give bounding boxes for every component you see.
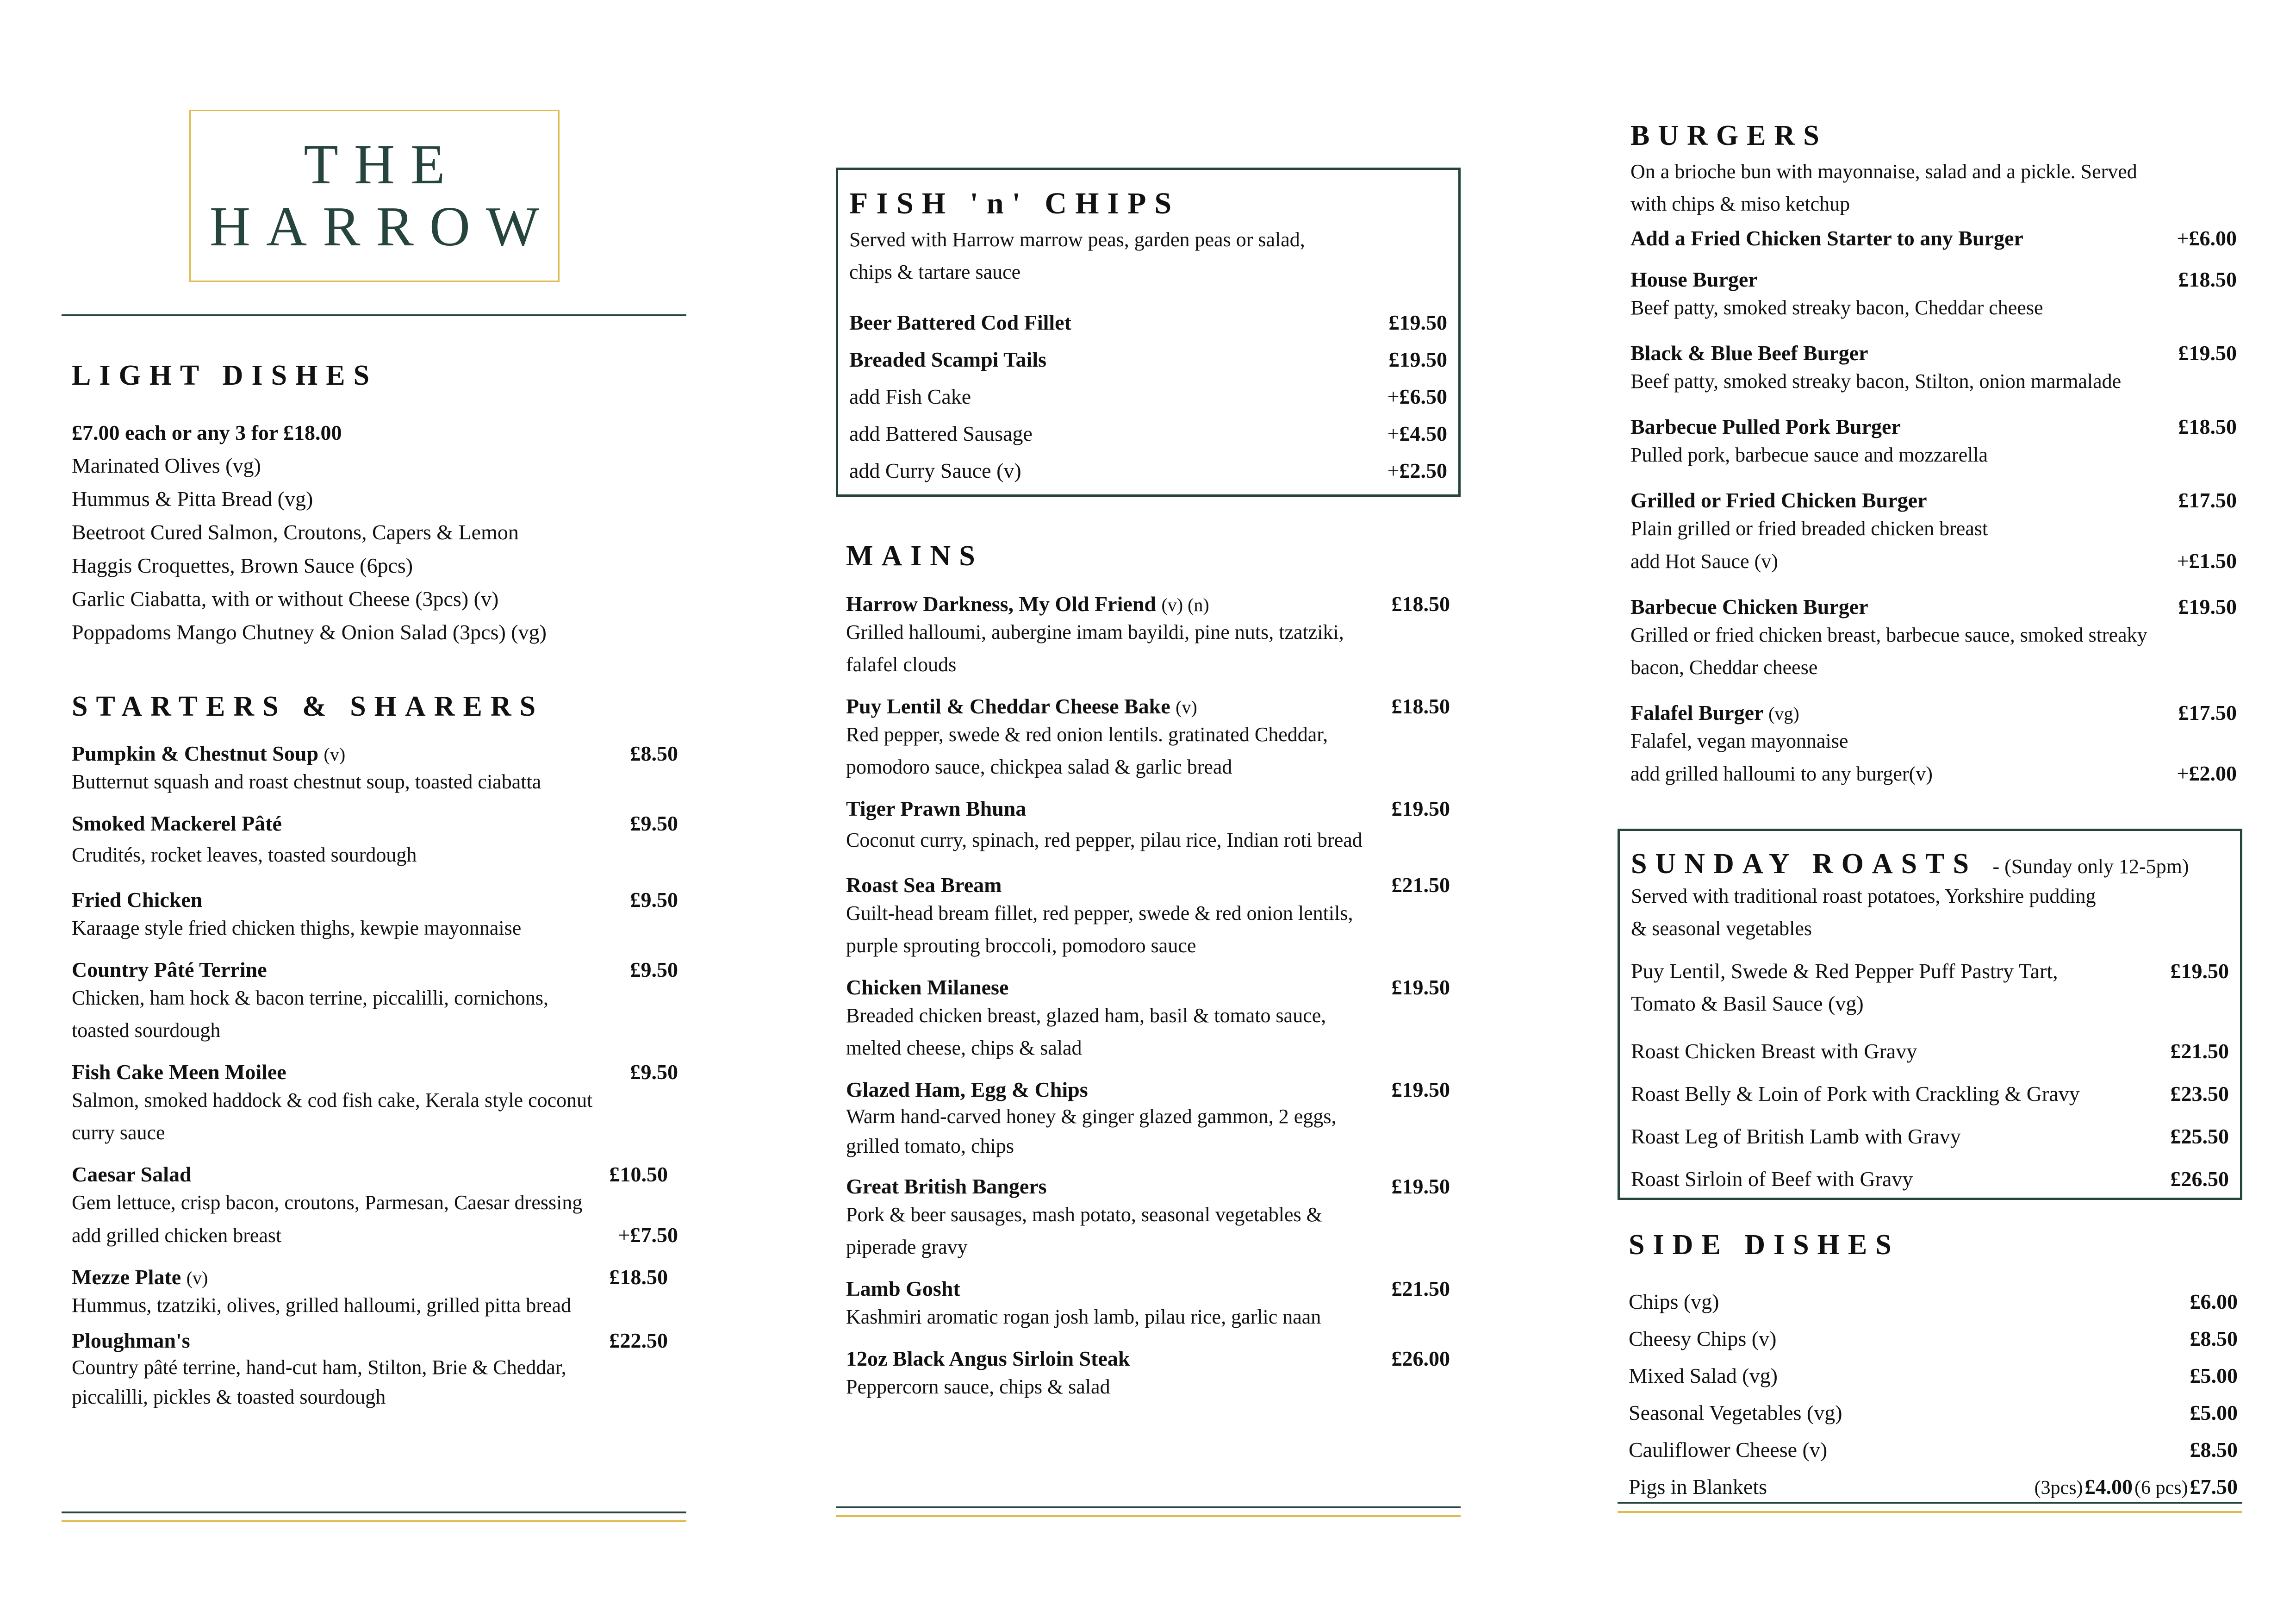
addon-price: £2.50: [1399, 459, 1447, 482]
item-desc: pomodoro sauce, chickpea salad & garlic bread: [846, 756, 1232, 778]
item-price: £22.50: [609, 1329, 668, 1352]
price-small: £4.00: [2084, 1475, 2133, 1499]
item-price: £17.50: [2178, 701, 2237, 725]
menu-item: [72, 957, 678, 1047]
addon-price: £7.50: [630, 1223, 678, 1247]
item-name: Pumpkin & Chestnut Soup: [72, 742, 319, 765]
section-title: LIGHT DISHES: [72, 360, 378, 391]
item-desc: Grilled or fried chicken breast, barbecue sauce, smoked streaky: [1630, 624, 2147, 646]
side-item: [1629, 1431, 2238, 1468]
item-name: Chips (vg): [1629, 1290, 1719, 1313]
item-name: Roast Sea Bream: [846, 873, 1002, 897]
item-desc: Red pepper, swede & red onion lentils. gratinated Cheddar,: [846, 723, 1328, 746]
menu-item: [846, 796, 1450, 860]
menu-item: [72, 1328, 678, 1412]
menu-item: [72, 1162, 678, 1252]
footer-rule-gold: [836, 1515, 1461, 1517]
item-desc: melted cheese, chips & salad: [846, 1037, 1082, 1059]
portion-large: (6 pcs): [2134, 1477, 2188, 1499]
logo: [189, 110, 560, 282]
item-name: Pigs in Blankets: [1629, 1475, 1767, 1499]
section-intro: & seasonal vegetables: [1631, 917, 1812, 940]
addon-price: £2.00: [2189, 762, 2237, 785]
addon-row: add Hot Sauce (v) +£1.50: [1630, 545, 2237, 578]
addon-row: add grilled halloumi to any burger(v) +£2.00: [1630, 757, 2237, 790]
item-price: £26.00: [1391, 1347, 1450, 1370]
roast-item: [1631, 1115, 2229, 1158]
addon-label: add Curry Sauce (v): [849, 459, 1021, 482]
addon-price: £1.50: [2189, 549, 2237, 573]
diet-tag: (v): [186, 1268, 208, 1288]
fish-n-chips-box: FISH 'n' CHIPS Served with Harrow marrow peas, garden peas or salad, chips & tartare sauce Beer Battered Cod Fillet £19.50 Breaded Scampi Tails £19.50 add Fish Cake +£6.50 add Battered Sausage +£4.50 add Curry Sauce (v) +£2.50: [836, 168, 1461, 497]
item-name: Chicken Milanese: [846, 975, 1009, 999]
side-item: [1629, 1320, 2238, 1357]
item-desc: bacon, Cheddar cheese: [1630, 656, 1818, 679]
menu-item: [1630, 414, 2237, 471]
item-name: Cauliflower Cheese (v): [1629, 1438, 1828, 1462]
item-name: Lamb Gosht: [846, 1277, 960, 1300]
burgers-section: [1630, 121, 2237, 803]
item-name: Caesar Salad: [72, 1162, 192, 1186]
item-desc: Crudités, rocket leaves, toasted sourdough: [72, 843, 417, 866]
item-price: £8.50: [630, 742, 678, 765]
item-name: Breaded Scampi Tails: [849, 348, 1047, 371]
item-name: Country Pâté Terrine: [72, 958, 267, 981]
item-price: £19.50: [2178, 595, 2237, 618]
item-price: £8.50: [2190, 1327, 2238, 1350]
item-desc: grilled tomato, chips: [846, 1135, 1014, 1157]
item-desc: Grilled halloumi, aubergine imam bayildi, pine nuts, tzatziki,: [846, 621, 1344, 643]
item-price: £8.50: [2190, 1438, 2238, 1462]
footer-rule-gold: [62, 1520, 686, 1522]
light-dishes-offer: £7.00 each or any 3 for £18.00: [72, 421, 342, 444]
section-title: SUNDAY ROASTS - (Sunday only 12-5pm): [1631, 848, 2189, 880]
addon-price: £4.50: [1399, 422, 1447, 445]
item-name: Beer Battered Cod Fillet: [849, 311, 1071, 334]
item-desc: Karaage style fried chicken thighs, kewpie mayonnaise: [72, 917, 522, 939]
item-desc: Guilt-head bream fillet, red pepper, swede & red onion lentils,: [846, 902, 1353, 924]
item-desc: Pork & beer sausages, mash potato, seasonal vegetables &: [846, 1203, 1322, 1226]
mains-section: [846, 542, 1450, 1416]
footer-rule-dark: [836, 1506, 1461, 1508]
item-desc: Coconut curry, spinach, red pepper, pilau rice, Indian roti bread: [846, 829, 1363, 851]
menu-item: [1630, 700, 2237, 790]
promo-row: Add a Fried Chicken Starter to any Burger +£6.00: [1630, 226, 2237, 250]
logo-line-1: THE: [304, 133, 461, 196]
side-item: [1629, 1357, 2238, 1394]
addon-label: add grilled halloumi to any burger(v): [1630, 762, 1933, 785]
item-price: £10.50: [609, 1162, 668, 1186]
item-price: £21.50: [1391, 1277, 1450, 1300]
menu-item: [846, 592, 1450, 681]
item-name: Puy Lentil & Cheddar Cheese Bake: [846, 694, 1170, 718]
price-large: £7.50: [2190, 1475, 2238, 1499]
section-title: BURGERS: [1630, 120, 1828, 151]
item-price: £18.50: [1391, 694, 1450, 718]
roast-item: [1631, 1158, 2229, 1200]
addon-price: £6.50: [1399, 385, 1447, 408]
item-name: Great British Bangers: [846, 1174, 1047, 1198]
light-dish-item: Beetroot Cured Salmon, Croutons, Capers & Lemon: [72, 520, 519, 544]
section-title: SIDE DISHES: [1629, 1229, 1900, 1261]
menu-item: [72, 1265, 678, 1322]
sunday-roasts-box: [1618, 829, 2242, 1200]
menu-item: [1630, 267, 2237, 324]
item-desc: Breaded chicken breast, glazed ham, basil & tomato sauce,: [846, 1004, 1326, 1027]
item-price: £23.50: [2170, 1082, 2229, 1106]
light-dish-item: Hummus & Pitta Bread (vg): [72, 487, 313, 511]
item-desc: Butternut squash and roast chestnut soup, toasted ciabatta: [72, 770, 541, 793]
addon-label: add grilled chicken breast: [72, 1224, 282, 1247]
menu-item: [846, 975, 1450, 1064]
item-name: 12oz Black Angus Sirloin Steak: [846, 1347, 1130, 1370]
light-dish-item: Garlic Ciabatta, with or without Cheese (3pcs) (v): [72, 587, 499, 611]
item-name: Harrow Darkness, My Old Friend: [846, 592, 1156, 616]
item-name: Mixed Salad (vg): [1629, 1364, 1778, 1387]
item-name: Roast Belly & Loin of Pork with Crackling & Gravy: [1631, 1082, 2080, 1106]
item-price: £18.50: [2178, 415, 2237, 438]
diet-tag: (v) (n): [1161, 594, 1209, 615]
menu-item: [846, 1276, 1450, 1333]
portion-small: (3pcs): [2034, 1477, 2083, 1499]
item-name: Black & Blue Beef Burger: [1630, 341, 1868, 365]
item-name: House Burger: [1630, 268, 1758, 291]
item-price: £9.50: [630, 958, 678, 981]
item-name: Fried Chicken: [72, 888, 203, 912]
item-desc: Chicken, ham hock & bacon terrine, piccalilli, cornichons,: [72, 987, 549, 1009]
item-desc: purple sprouting broccoli, pomodoro sauce: [846, 934, 1196, 957]
section-intro: chips & tartare sauce: [849, 261, 1021, 283]
diet-tag: (v): [324, 744, 346, 765]
addon-label: add Fish Cake: [849, 385, 971, 408]
section-title: STARTERS & SHARERS: [72, 691, 544, 722]
light-dishes-section: [72, 361, 683, 649]
side-item: [1629, 1394, 2238, 1431]
menu-item: [846, 1077, 1450, 1161]
menu-item: [846, 873, 1450, 962]
light-dish-item: Haggis Croquettes, Brown Sauce (6pcs): [72, 554, 413, 577]
item-desc: Salmon, smoked haddock & cod fish cake, Kerala style coconut: [72, 1089, 593, 1112]
item-desc: Hummus, tzatziki, olives, grilled halloumi, grilled pitta bread: [72, 1294, 571, 1317]
item-name: Glazed Ham, Egg & Chips: [846, 1078, 1088, 1101]
menu-item: [72, 741, 678, 798]
section-title: MAINS: [846, 540, 983, 572]
item-desc: Pulled pork, barbecue sauce and mozzarella: [1630, 443, 1988, 466]
menu-item: [1630, 341, 2237, 398]
item-name: Tomato & Basil Sauce (vg): [1631, 992, 1864, 1015]
item-price: £18.50: [1391, 592, 1450, 616]
item-name: Barbecue Chicken Burger: [1630, 595, 1868, 618]
menu-item: [846, 1174, 1450, 1263]
section-intro: Served with Harrow marrow peas, garden peas or salad,: [849, 228, 1305, 251]
menu-item: [72, 811, 678, 874]
item-desc: Falafel, vegan mayonnaise: [1630, 730, 1848, 752]
item-price: £9.50: [630, 888, 678, 912]
diet-tag: (vg): [1768, 703, 1799, 724]
item-desc: Beef patty, smoked streaky bacon, Stilton, onion marmalade: [1630, 370, 2122, 393]
footer-rule-dark: [1618, 1502, 2242, 1504]
item-name: Mezze Plate: [72, 1265, 181, 1289]
section-intro: On a brioche bun with mayonnaise, salad and a pickle. Served: [1630, 160, 2137, 183]
item-price: £21.50: [2170, 1039, 2229, 1063]
footer-rule-dark: [62, 1512, 686, 1513]
item-price: £18.50: [2178, 268, 2237, 291]
item-name: Puy Lentil, Swede & Red Pepper Puff Pastry Tart,: [1631, 959, 2058, 983]
menu-item: [1630, 594, 2237, 684]
item-desc: piperade gravy: [846, 1236, 968, 1258]
item-desc: Kashmiri aromatic rogan josh lamb, pilau rice, garlic naan: [846, 1305, 1321, 1328]
menu-item: [72, 1060, 678, 1149]
item-price: £19.50: [2178, 341, 2237, 365]
item-price: £5.00: [2190, 1364, 2238, 1387]
item-desc: Beef patty, smoked streaky bacon, Cheddar cheese: [1630, 296, 2043, 319]
item-desc: Warm hand-carved honey & ginger glazed gammon, 2 eggs,: [846, 1105, 1337, 1128]
footer-rule-gold: [1618, 1511, 2242, 1513]
addon-row: add grilled chicken breast +£7.50: [72, 1219, 678, 1252]
item-price: £25.50: [2170, 1124, 2229, 1148]
item-price: £9.50: [630, 812, 678, 835]
item-name: Seasonal Vegetables (vg): [1629, 1401, 1842, 1424]
item-desc: piccalilli, pickles & toasted sourdough: [72, 1386, 386, 1408]
section-intro: Served with traditional roast potatoes, Yorkshire pudding: [1631, 885, 2096, 907]
item-price: £17.50: [2178, 488, 2237, 512]
section-title: FISH 'n' CHIPS: [849, 187, 1180, 220]
item-name: Cheesy Chips (v): [1629, 1327, 1777, 1350]
item-price: £19.50: [1391, 1078, 1450, 1101]
divider: [62, 314, 686, 316]
item-desc: Peppercorn sauce, chips & salad: [846, 1375, 1110, 1398]
item-name: Barbecue Pulled Pork Burger: [1630, 415, 1901, 438]
light-dish-item: Poppadoms Mango Chutney & Onion Salad (3pcs) (vg): [72, 620, 547, 644]
menu-item: [846, 1346, 1450, 1403]
item-name: Tiger Prawn Bhuna: [846, 797, 1027, 820]
availability-note: - (Sunday only 12-5pm): [1992, 855, 2189, 878]
item-price: £19.50: [2170, 959, 2229, 983]
addon-label: add Hot Sauce (v): [1630, 550, 1778, 573]
light-dish-item: Marinated Olives (vg): [72, 454, 261, 477]
item-name: Roast Sirloin of Beef with Gravy: [1631, 1167, 1913, 1191]
side-item-pigs-in-blankets: [1629, 1468, 2238, 1511]
item-price: £19.50: [1388, 348, 1447, 371]
item-price: £18.50: [609, 1265, 668, 1289]
item-price: £9.50: [630, 1060, 678, 1084]
addon-label: add Battered Sausage: [849, 422, 1033, 445]
item-price: £26.50: [2170, 1167, 2229, 1191]
menu-item: [72, 887, 678, 944]
side-dishes-section: [1629, 1230, 2238, 1511]
menu-item: [1630, 488, 2237, 578]
section-intro: with chips & miso ketchup: [1630, 193, 1850, 215]
item-name: Falafel Burger: [1630, 701, 1763, 725]
item-desc: toasted sourdough: [72, 1019, 221, 1042]
roast-item: [1631, 955, 2229, 987]
item-name: Grilled or Fried Chicken Burger: [1630, 488, 1927, 512]
menu-item: [846, 694, 1450, 783]
diet-tag: (v): [1176, 697, 1197, 718]
item-desc: curry sauce: [72, 1121, 165, 1144]
item-name: Roast Leg of British Lamb with Gravy: [1631, 1124, 1961, 1148]
promo-price: £6.00: [2189, 226, 2237, 250]
promo-label: Add a Fried Chicken Starter to any Burger: [1630, 226, 2023, 250]
item-desc: falafel clouds: [846, 653, 957, 676]
starters-section: [72, 692, 678, 1425]
item-name: Smoked Mackerel Pâté: [72, 812, 282, 835]
item-price: £19.50: [1391, 1174, 1450, 1198]
item-price: £19.50: [1388, 311, 1447, 334]
side-item: [1629, 1283, 2238, 1320]
item-price: £19.50: [1391, 797, 1450, 820]
roast-item: [1631, 1030, 2229, 1073]
item-name: Ploughman's: [72, 1329, 190, 1352]
roast-item: [1631, 1073, 2229, 1115]
item-desc: Country pâté terrine, hand-cut ham, Stilton, Brie & Cheddar,: [72, 1356, 566, 1379]
item-name: Fish Cake Meen Moilee: [72, 1060, 286, 1084]
item-desc: Gem lettuce, crisp bacon, croutons, Parmesan, Caesar dressing: [72, 1191, 583, 1214]
item-desc: Plain grilled or fried breaded chicken breast: [1630, 517, 1988, 540]
item-price: £5.00: [2190, 1401, 2238, 1424]
item-price: £21.50: [1391, 873, 1450, 897]
logo-line-2: HARROW: [209, 195, 555, 258]
item-price: £19.50: [1391, 975, 1450, 999]
item-price: £6.00: [2190, 1290, 2238, 1313]
item-name: Roast Chicken Breast with Gravy: [1631, 1039, 1917, 1063]
